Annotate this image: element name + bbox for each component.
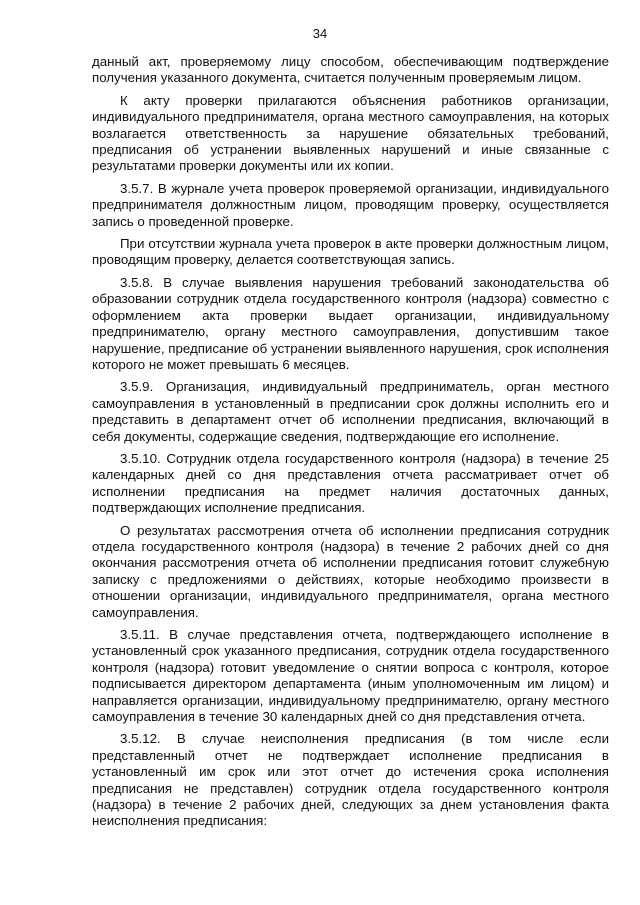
paragraph-review-results: О результатах рассмотрения отчета об исполнении предписания сотрудник отдела государственного контроля (надзора) в течение 2 рабочих дней со дня окончания рассмотрения отчета об исполнении предписания готовит служебную записку с предложениями о действиях, которые необходимо произвести в отношении организации, индивидуального предпринимателя, органа местного самоуправления. bbox=[92, 522, 609, 620]
paragraph-3-5-11: 3.5.11. В случае представления отчета, подтверждающего исполнение в установленный срок указанного предписания, сотрудник отдела государственного контроля (надзора) готовит уведомление о снятии вопроса с контроля, которое подписывается директором департамента (иным уполномоченным им лицом) и направляется организации, индивидуальному предпринимателю, органу местного самоуправления в течение 30 календарных дней со дня представления отчета. bbox=[92, 627, 609, 725]
document-body bbox=[92, 54, 609, 836]
paragraph-attachments: К акту проверки прилагаются объяснения работников организации, индивидуального предпринимателя, органа местного самоуправления, на которых возлагается ответственность за нарушение обязательных требований, предписания об устранении выявленных нарушений и иные связанные с результатами проверки документы или их копии. bbox=[92, 92, 609, 174]
paragraph-3-5-12: 3.5.12. В случае неисполнения предписания (в том числе если представленный отчет не подтверждает исполнение предписания в установленный им срок или этот отчет до истечения срока исполнения предписания не представлен) сотрудник отдела государственного контроля (надзора) в течение 2 рабочих дней, следующих за днем установления факта неисполнения предписания: bbox=[92, 731, 609, 829]
paragraph-3-5-8: 3.5.8. В случае выявления нарушения требований законодательства об образовании сотрудник отдела государственного контроля (надзора) совместно с оформлением акта проверки выдает организации, индивидуальному предпринимателю, органу местного самоуправления, допустившим такое нарушение, предписание об устранении выявленного нарушения, срок исполнения которого не может превышать 6 месяцев. bbox=[92, 274, 609, 372]
paragraph-3-5-10: 3.5.10. Сотрудник отдела государственного контроля (надзора) в течение 25 календарных дней со дня представления отчета рассматривает отчет об исполнении предписания на предмет наличия достаточных данных, подтверждающих исполнение предписания. bbox=[92, 450, 609, 516]
paragraph-3-5-9: 3.5.9. Организация, индивидуальный предприниматель, орган местного самоуправления в установленный в предписании срок должны исполнить его и представить в департамент отчет об исполнении предписания, включающий в себя документы, содержащие сведения, подтверждающие его исполнение. bbox=[92, 379, 609, 444]
paragraph-continuation: данный акт, проверяемому лицу способом, обеспечивающим подтверждение получения указанного документа, считается полученным проверяемым лицом. bbox=[92, 54, 609, 86]
page-number: 34 bbox=[312, 26, 328, 41]
paragraph-3-5-7: 3.5.7. В журнале учета проверок проверяемой организации, индивидуального предпринимателя должностным лицом, проводящим проверку, осуществляется запись о проведенной проверке. bbox=[92, 180, 609, 229]
paragraph-journal-absent: При отсутствии журнала учета проверок в акте проверки должностным лицом, проводящим проверку, делается соответствующая запись. bbox=[92, 236, 609, 268]
